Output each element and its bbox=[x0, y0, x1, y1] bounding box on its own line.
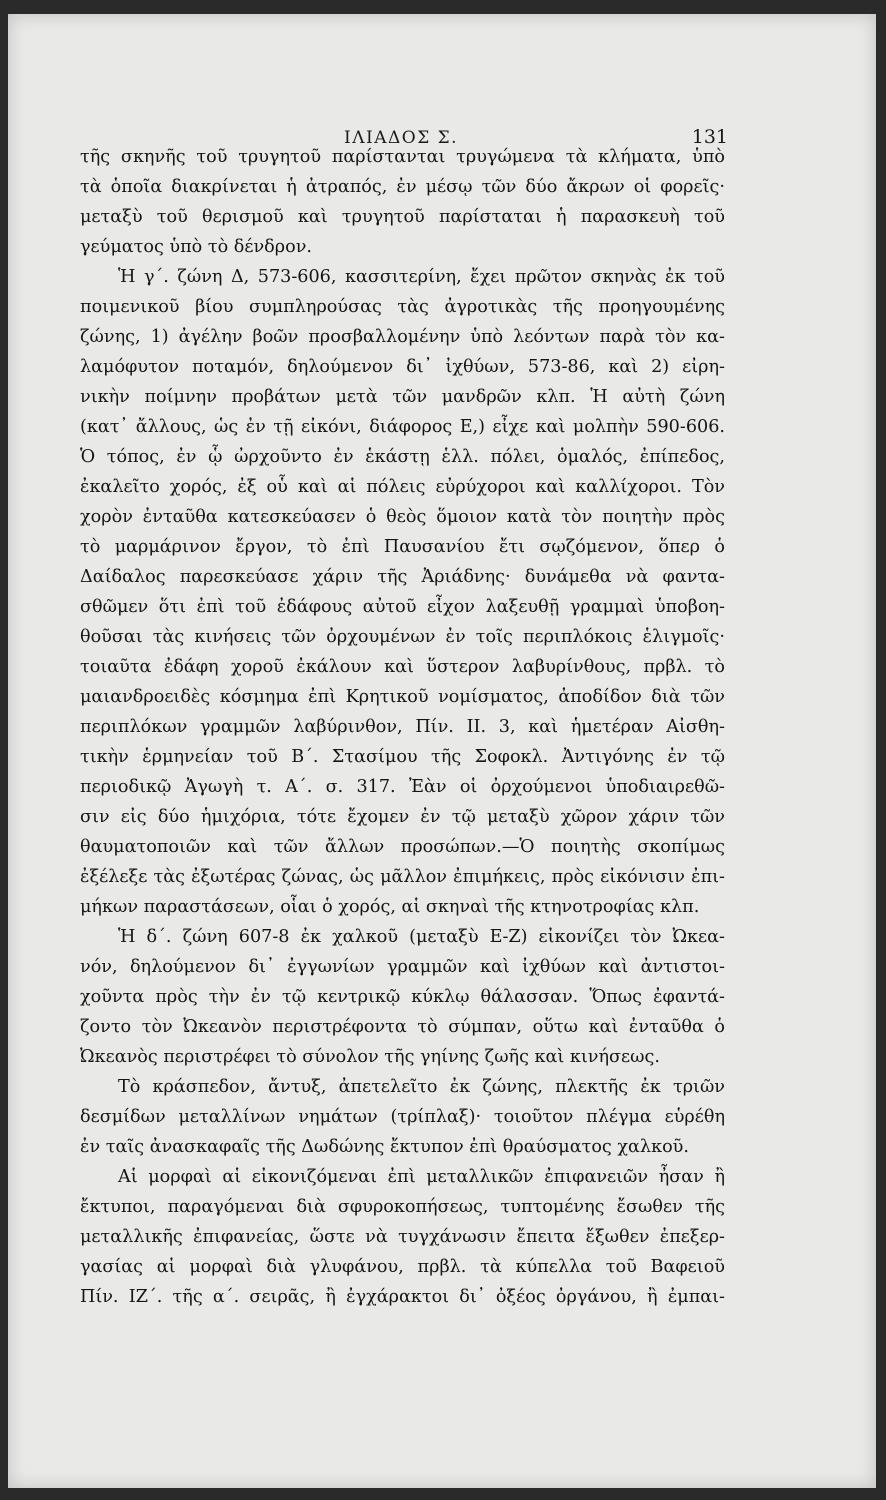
text-line: περιοδικῷ Ἀγωγὴ τ. Α΄. σ. 317. Ἐὰν οἱ ὀρχούμενοι ὑποδιαιρεθῶ- bbox=[80, 777, 725, 797]
text-line: τὸ μαρμάρινον ἔργον, τὸ ἐπὶ Παυσανίου ἔτι σῳζόμενον, ὅπερ ὁ bbox=[80, 537, 725, 557]
text-line: σιν εἰς δύο ἡμιχόρια, τότε ἔχομεν ἐν τῷ μεταξὺ χῶρον χάριν τῶν bbox=[80, 807, 725, 827]
text-line: ζώνης, 1) ἀγέλην βοῶν προσβαλλομένην ὑπὸ λεόντων παρὰ τὸν κα- bbox=[80, 327, 725, 347]
text-line: σθῶμεν ὅτι ἐπὶ τοῦ ἐδάφους αὐτοῦ εἶχον λαξευθῇ γραμμαὶ ὑποβοη- bbox=[80, 597, 725, 617]
text-line: νικὴν ποίμνην προβάτων μετὰ τῶν μανδρῶν κλπ. Ἡ αὐτὴ ζώνη bbox=[80, 387, 725, 407]
page-number: 131 bbox=[691, 126, 728, 148]
text-line: μεταλλικῆς ἐπιφανείας, ὥστε νὰ τυγχάνωσιν ἔπειτα ἔξωθεν ἐπεξερ- bbox=[80, 1227, 725, 1247]
text-line: Ἡ γ΄. ζώνη Δ, 573-606, κασσιτερίνη, ἔχει πρῶτον σκηνὰς ἐκ τοῦ bbox=[118, 267, 725, 287]
text-line: Δαίδαλος παρεσκεύασε χάριν τῆς Ἀριάδνης· δυνάμεθα νὰ φαντα- bbox=[80, 567, 725, 587]
text-line: τὰ ὁποῖα διακρίνεται ἡ ἀτραπός, ἐν μέσῳ τῶν δύο ἄκρων οἱ φορεῖς· bbox=[80, 177, 725, 197]
text-line: θαυματοποιῶν καὶ τῶν ἄλλων προσώπων.—Ὁ ποιητὴς σκοπίμως bbox=[80, 837, 725, 857]
text-line: Ὁ τόπος, ἐν ᾧ ὠρχοῦντο ἐν ἑκάστῃ ἑλλ. πόλει, ὁμαλός, ἐπίπεδος, bbox=[80, 447, 725, 467]
text-line: θοῦσαι τὰς κινήσεις τῶν ὀρχουμένων ἐν τοῖς περιπλόκοις ἑλιγμοῖς· bbox=[80, 627, 725, 647]
text-line: χοῦντα πρὸς τὴν ἐν τῷ κεντρικῷ κύκλῳ θάλασσαν. Ὅπως ἐφαντά- bbox=[80, 987, 725, 1007]
text-line: ἐν ταῖς ἀνασκαφαῖς τῆς Δωδώνης ἔκτυπον ἐπὶ θραύσματος χαλκοῦ. bbox=[80, 1137, 689, 1157]
text-line: νόν, δηλούμενον δι᾽ ἐγγωνίων γραμμῶν καὶ ἰχθύων καὶ ἀντιστοι- bbox=[80, 957, 725, 977]
text-line: Αἱ μορφαὶ αἱ εἰκονιζόμεναι ἐπὶ μεταλλικῶν ἐπιφανειῶν ἦσαν ἢ bbox=[118, 1167, 725, 1187]
text-line: ἐκαλεῖτο χορός, ἐξ οὗ καὶ αἱ πόλεις εὐρύχοροι καὶ καλλίχοροι. Τὸν bbox=[80, 477, 725, 497]
text-line: μαιανδροειδὲς κόσμημα ἐπὶ Κρητικοῦ νομίσματος, ἀποδίδον διὰ τῶν bbox=[80, 687, 725, 707]
running-title: ΙΛΙΑΔΟΣ Σ. bbox=[344, 128, 459, 148]
text-line: τοιαῦτα ἐδάφη χοροῦ ἐκάλουν καὶ ὕστερον λαβυρίνθους, πρβλ. τὸ bbox=[80, 657, 725, 677]
text-line: ποιμενικοῦ βίου συμπληρούσας τὰς ἀγροτικὰς τῆς προηγουμένης bbox=[80, 297, 725, 317]
text-line: Ὠκεανὸς περιστρέφει τὸ σύνολον τῆς γηίνης ζωῆς καὶ κινήσεως. bbox=[80, 1047, 660, 1067]
text-line: Ἡ δ΄. ζώνη 607-8 ἐκ χαλκοῦ (μεταξὺ Ε-Ζ) εἰκονίζει τὸν Ὠκεα- bbox=[118, 927, 725, 947]
text-line: Πίν. ΙΖ΄. τῆς α΄. σειρᾶς, ἢ ἐγχάρακτοι δι᾽ ὀξέος ὀργάνου, ἢ ἐμπαι- bbox=[80, 1287, 725, 1307]
body-text bbox=[80, 142, 725, 1312]
text-line: μεταξὺ τοῦ θερισμοῦ καὶ τρυγητοῦ παρίσταται ἡ παρασκευὴ τοῦ bbox=[80, 207, 725, 227]
text-line: μήκων παραστάσεων, οἷαι ὁ χορός, αἱ σκηναὶ τῆς κτηνοτροφίας κλπ. bbox=[80, 897, 700, 917]
text-line: τῆς σκηνῆς τοῦ τρυγητοῦ παρίστανται τρυγώμενα τὰ κλήματα, ὑπὸ bbox=[80, 147, 725, 167]
text-line: χορὸν ἐνταῦθα κατεσκεύασεν ὁ θεὸς ὅμοιον κατὰ τὸν ποιητὴν πρὸς bbox=[80, 507, 725, 527]
text-line: δεσμίδων μεταλλίνων νημάτων (τρίπλαξ)· τοιοῦτον πλέγμα εὑρέθη bbox=[80, 1107, 725, 1127]
text-line: ἐξέλεξε τὰς ἐξωτέρας ζώνας, ὡς μᾶλλον ἐπιμήκεις, πρὸς εἰκόνισιν ἐπι- bbox=[80, 867, 725, 887]
text-line: περιπλόκων γραμμῶν λαβύρινθον, Πίν. ΙΙ. 3, καὶ ἡμετέραν Αἰσθη- bbox=[80, 717, 725, 737]
text-line: γεύματος ὑπὸ τὸ δένδρον. bbox=[80, 237, 312, 257]
text-line: γασίας αἱ μορφαὶ διὰ γλυφάνου, πρβλ. τὰ κύπελλα τοῦ Βαφειοῦ bbox=[80, 1257, 725, 1277]
text-line: τικὴν ἑρμηνείαν τοῦ Β΄. Στασίμου τῆς Σοφοκλ. Ἀντιγόνης ἐν τῷ bbox=[80, 747, 725, 767]
text-line: ζοντο τὸν Ὠκεανὸν περιστρέφοντα τὸ σύμπαν, οὕτω καὶ ἐνταῦθα ὁ bbox=[80, 1017, 725, 1037]
text-line: λαμόφυτον ποταμόν, δηλούμενον δι᾽ ἰχθύων, 573-86, καὶ 2) εἰρη- bbox=[80, 357, 725, 377]
text-line: Τὸ κράσπεδον, ἄντυξ, ἀπετελεῖτο ἐκ ζώνης, πλεκτῆς ἐκ τριῶν bbox=[118, 1077, 725, 1097]
text-line: ἔκτυποι, παραγόμεναι διὰ σφυροκοπήσεως, τυπτομένης ἔσωθεν τῆς bbox=[80, 1197, 725, 1217]
text-line: (κατ᾽ ἄλλους, ὡς ἐν τῇ εἰκόνι, διάφορος Ε,) εἶχε καὶ μολπὴν 590-606. bbox=[80, 417, 725, 437]
